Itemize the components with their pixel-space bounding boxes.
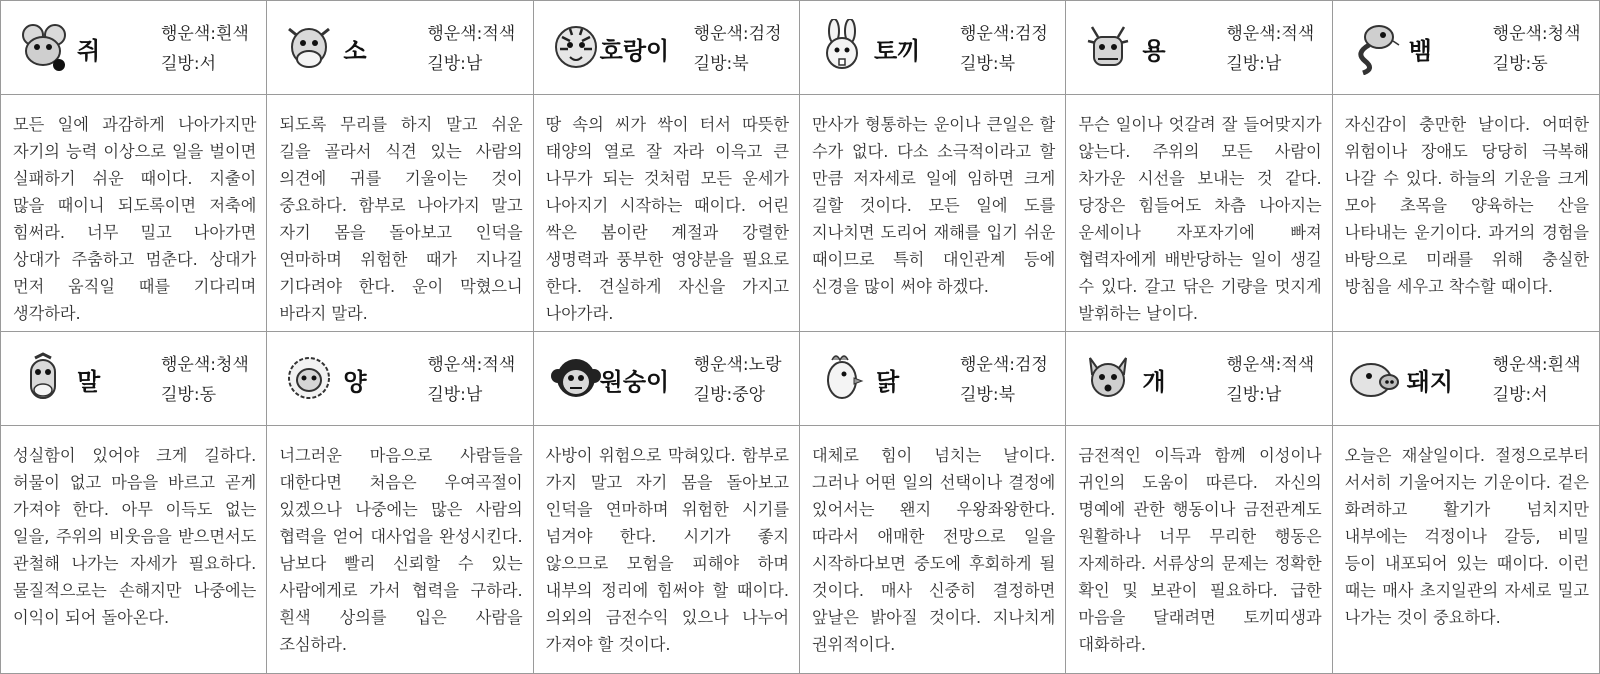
monkey-icon <box>548 350 604 406</box>
lucky-color-label: 행운색: <box>960 24 1015 44</box>
lucky-direction-row <box>1493 49 1581 79</box>
horse-icon <box>15 350 71 406</box>
lucky-direction-row <box>427 49 515 79</box>
lucky-color-label: 행운색: <box>1226 24 1282 44</box>
animal-name: 호랑이 <box>599 37 670 65</box>
animal-name: 원숭이 <box>599 368 670 396</box>
lucky-direction-row <box>694 49 782 79</box>
zodiac-header-rabbit <box>800 1 1066 95</box>
fortune-text: 너그러운 마음으로 사람들을 대한다면 처음은 우여곡절이 있겠으나 나중에는 많은 사람의 협력을 얻어 대사업을 완성시킨다. 남보다 빨리 신뢰할 수 있는 사람에게로 가서 협력을 구하라. 흰색 상의를 입은 사람을 조심하라. <box>267 426 533 673</box>
zodiac-header-horse <box>1 332 267 426</box>
lucky-direction-value: 남 <box>465 54 483 74</box>
lucky-color-value: 흰색 <box>216 24 249 44</box>
zodiac-header-monkey <box>534 332 800 426</box>
lucky-color-label: 행운색: <box>161 24 216 44</box>
fortune-meta <box>960 350 1048 410</box>
lucky-color-value: 적색 <box>1281 24 1315 44</box>
lucky-color-value: 적색 <box>482 24 516 44</box>
fortune-text: 사방이 위험으로 막혀있다. 함부로 가지 말고 자기 몸을 돌아보고 인덕을 연마하며 위험한 시기를 넘겨야 한다. 시기가 좋지 않으므로 모험을 피해야 하며 내부의 정리에 힘써야 할 때이다. 의외의 금전수익 있으나 나누어 가져야 할 것이다. <box>534 426 800 673</box>
lucky-color-row <box>161 19 249 49</box>
fortune-text: 성실함이 있어야 크게 길하다. 허물이 없고 마음을 바르고 곧게 가져야 한다. 아무 이득도 없는 일을, 주위의 비웃음을 받으면서도 관철해 나가는 자세가 필요하다. 물질적으로는 손해지만 나중에는 이익이 되어 돌아온다. <box>1 426 267 673</box>
lucky-direction-row <box>1226 380 1314 410</box>
lucky-color-value: 청색 <box>1547 24 1581 44</box>
fortune-text: 오늘은 재살일이다. 절정으로부터 서서히 기울어지는 기운이다. 겉은 화려하고 활기가 넘치지만 내부에는 걱정이나 갈등, 비밀 등이 내포되어 있는 때이다. 이런 때는 매사 초지일관의 자세로 밀고 나가는 것이 중요하다. <box>1344 446 1589 627</box>
lucky-color-row <box>1226 350 1314 380</box>
animal-name: 양 <box>343 368 367 396</box>
fortune-meta <box>1493 19 1581 79</box>
lucky-direction-row <box>1493 380 1581 410</box>
lucky-color-label: 행운색: <box>1492 355 1548 375</box>
lucky-color-value: 적색 <box>482 355 516 375</box>
lucky-color-label: 행운색: <box>427 355 483 375</box>
fortune-text: 자신감이 충만한 날이다. 어떠한 위험이나 장애도 당당히 극복해 나갈 수 있다. 하늘의 기운을 크게 모아 초목을 양육하는 산을 나타내는 운기이다. 과거의 경험을 바탕으로 미래를 위해 충실한 방침을 세우고 착수할 때이다. <box>1333 95 1599 332</box>
lucky-direction-value: 서 <box>199 54 217 74</box>
lucky-direction-value: 동 <box>1531 54 1548 74</box>
lucky-direction-label: 길방: <box>427 385 466 405</box>
lucky-direction-row <box>161 380 249 410</box>
lucky-direction-label: 길방: <box>1492 385 1532 405</box>
lucky-direction-label: 길방: <box>427 54 466 74</box>
lucky-color-value: 노랑 <box>748 355 782 375</box>
lucky-color-value: 적색 <box>1281 355 1315 375</box>
fortune-meta <box>161 19 249 79</box>
animal-name: 개 <box>1142 368 1166 396</box>
lucky-direction-label: 길방: <box>1492 54 1532 74</box>
lucky-color-value: 청색 <box>216 355 249 375</box>
lucky-direction-row <box>1226 49 1314 79</box>
fortune-text: 땅 속의 씨가 싹이 터서 따뜻한 태양의 열로 잘 자라 이윽고 큰 나무가 되는 것처럼 모든 운세가 나아지기 시작하는 때이다. 어린 싹은 봄이란 계절과 강렬한 생명력과 풍부한 영양분을 필요로 한다. 견실하게 자신을 가지고 나아가라. <box>534 95 800 332</box>
zodiac-header-ox <box>267 1 533 95</box>
pig-icon <box>1347 350 1403 406</box>
lucky-direction-row <box>694 380 782 410</box>
lucky-color-row <box>960 19 1048 49</box>
lucky-color-label: 행운색: <box>693 355 749 375</box>
tiger-icon <box>548 19 604 75</box>
fortune-meta <box>1493 350 1581 410</box>
animal-name: 용 <box>1142 37 1166 65</box>
lucky-direction-value: 중앙 <box>732 385 766 405</box>
fortune-meta <box>161 350 249 410</box>
fortune-text: 모든 일에 과감하게 나아가지만 자기의 능력 이상으로 일을 벌이면 실패하기 쉬운 때이다. 지출이 많을 때이니 되도록이면 저축에 힘써라. 너무 밀고 나아가면 상대가 주춤하고 멈춘다. 상대가 먼저 움직일 때를 기다리며 생각하라. <box>1 95 267 332</box>
rooster-icon <box>814 350 870 406</box>
fortune-meta <box>427 19 515 79</box>
lucky-direction-row <box>427 380 515 410</box>
fortune-text: 만사가 형통하는 운이나 큰일은 할 수가 없다. 다소 소극적이라고 할 만큼 저자세로 일에 임하면 크게 길할 것이다. 모든 일에 도를 지나치면 도리어 재해를 입기 쉬운 때이므로 특히 대인관계 등에 신경을 많이 써야 하겠다. <box>800 95 1066 332</box>
lucky-color-label: 행운색: <box>161 355 216 375</box>
zodiac-header-rooster <box>800 332 1066 426</box>
ox-icon <box>281 19 337 75</box>
lucky-direction-value: 남 <box>465 385 483 405</box>
lucky-color-label: 행운색: <box>1492 24 1548 44</box>
lucky-direction-value: 북 <box>998 54 1016 74</box>
zodiac-header-tiger <box>534 1 800 95</box>
fortune-meta <box>1226 350 1314 410</box>
lucky-direction-label: 길방: <box>960 385 999 405</box>
lucky-color-row <box>694 350 782 380</box>
dog-icon <box>1080 350 1136 406</box>
fortune-meta <box>960 19 1048 79</box>
lucky-color-row <box>1493 19 1581 49</box>
lucky-direction-label: 길방: <box>161 385 200 405</box>
animal-name: 돼지 <box>1406 368 1454 396</box>
animal-name: 닭 <box>876 368 900 396</box>
fortune-meta <box>694 350 782 410</box>
lucky-direction-row <box>161 49 249 79</box>
lucky-color-value: 검정 <box>748 24 782 44</box>
lucky-color-row <box>161 350 249 380</box>
lucky-color-row <box>960 350 1048 380</box>
lucky-color-row <box>427 350 515 380</box>
lucky-direction-value: 서 <box>1531 385 1548 405</box>
animal-name: 뱀 <box>1408 37 1432 65</box>
mouse-icon <box>15 19 71 75</box>
zodiac-header-dog <box>1066 332 1332 426</box>
lucky-color-row <box>1226 19 1314 49</box>
lucky-direction-label: 길방: <box>693 54 733 74</box>
lucky-direction-value: 남 <box>1264 385 1282 405</box>
lucky-direction-row <box>960 380 1048 410</box>
lucky-direction-value: 북 <box>998 385 1016 405</box>
rabbit-icon <box>814 19 870 75</box>
dragon-icon <box>1080 19 1136 75</box>
lucky-direction-label: 길방: <box>1226 54 1265 74</box>
animal-name: 말 <box>77 368 101 396</box>
lucky-direction-value: 남 <box>1264 54 1282 74</box>
fortune-text: 대체로 힘이 넘치는 날이다. 그러나 어떤 일의 선택이나 결정에 있어서는 왠지 우왕좌왕한다. 따라서 애매한 전망으로 일을 시작하다보면 중도에 후회하게 될 것이다. 매사 신중히 결정하면 앞날은 밝아질 것이다. 지나치게 권위적이다. <box>800 426 1066 673</box>
sheep-icon <box>281 350 337 406</box>
lucky-color-row <box>1493 350 1581 380</box>
lucky-color-label: 행운색: <box>960 355 1015 375</box>
lucky-direction-row <box>960 49 1048 79</box>
zodiac-header-mouse <box>1 1 267 95</box>
lucky-direction-value: 동 <box>199 385 217 405</box>
lucky-direction-label: 길방: <box>960 54 999 74</box>
zodiac-header-dragon <box>1066 1 1332 95</box>
lucky-color-row <box>694 19 782 49</box>
lucky-direction-label: 길방: <box>161 54 200 74</box>
lucky-direction-value: 북 <box>732 54 749 74</box>
fortune-meta <box>427 350 515 410</box>
lucky-color-value: 검정 <box>1015 355 1048 375</box>
fortune-text: 무슨 일이나 엇갈려 잘 들어맞지가 않는다. 주위의 모든 사람이 차가운 시선을 보내는 것 같다. 당장은 힘들어도 차츰 나아지는 운세이나 자포자기에 빠져 협력자에게 배반당하는 일이 생길 수 있다. 갈고 닦은 기량을 멋지게 발휘하는 날이다. <box>1066 95 1332 332</box>
fortune-meta <box>1226 19 1314 79</box>
zodiac-header-sheep <box>267 332 533 426</box>
fortune-text: 되도록 무리를 하지 말고 쉬운 길을 골라서 식견 있는 사람의 의견에 귀를 기울이는 것이 중요하다. 함부로 나아가지 말고 자기 몸을 돌아보고 인덕을 연마하며 위험한 때가 지나길 기다려야 한다. 운이 막혔으니 바라지 말라. <box>267 95 533 332</box>
animal-name: 토끼 <box>874 37 921 65</box>
fortune-text: 금전적인 이득과 함께 이성이나 귀인의 도움이 따른다. 자신의 명예에 관한 행동이나 금전관계도 원활하나 너무 무리한 행동은 자제하라. 서류상의 문제는 정확한 확인 및 보관이 필요하다. 급한 마음을 달래려면 토끼띠생과 대화하라. <box>1066 426 1332 673</box>
lucky-direction-label: 길방: <box>1226 385 1265 405</box>
fortune-meta <box>694 19 782 79</box>
lucky-color-label: 행운색: <box>1226 355 1282 375</box>
lucky-direction-label: 길방: <box>693 385 733 405</box>
animal-name: 소 <box>343 37 367 65</box>
snake-icon <box>1347 19 1403 75</box>
lucky-color-value: 흰색 <box>1547 355 1581 375</box>
lucky-color-label: 행운색: <box>693 24 749 44</box>
lucky-color-label: 행운색: <box>427 24 483 44</box>
zodiac-header-snake <box>1333 1 1599 95</box>
lucky-color-value: 검정 <box>1015 24 1048 44</box>
zodiac-header-pig <box>1333 332 1599 426</box>
animal-name: 쥐 <box>77 37 101 65</box>
lucky-color-row <box>427 19 515 49</box>
